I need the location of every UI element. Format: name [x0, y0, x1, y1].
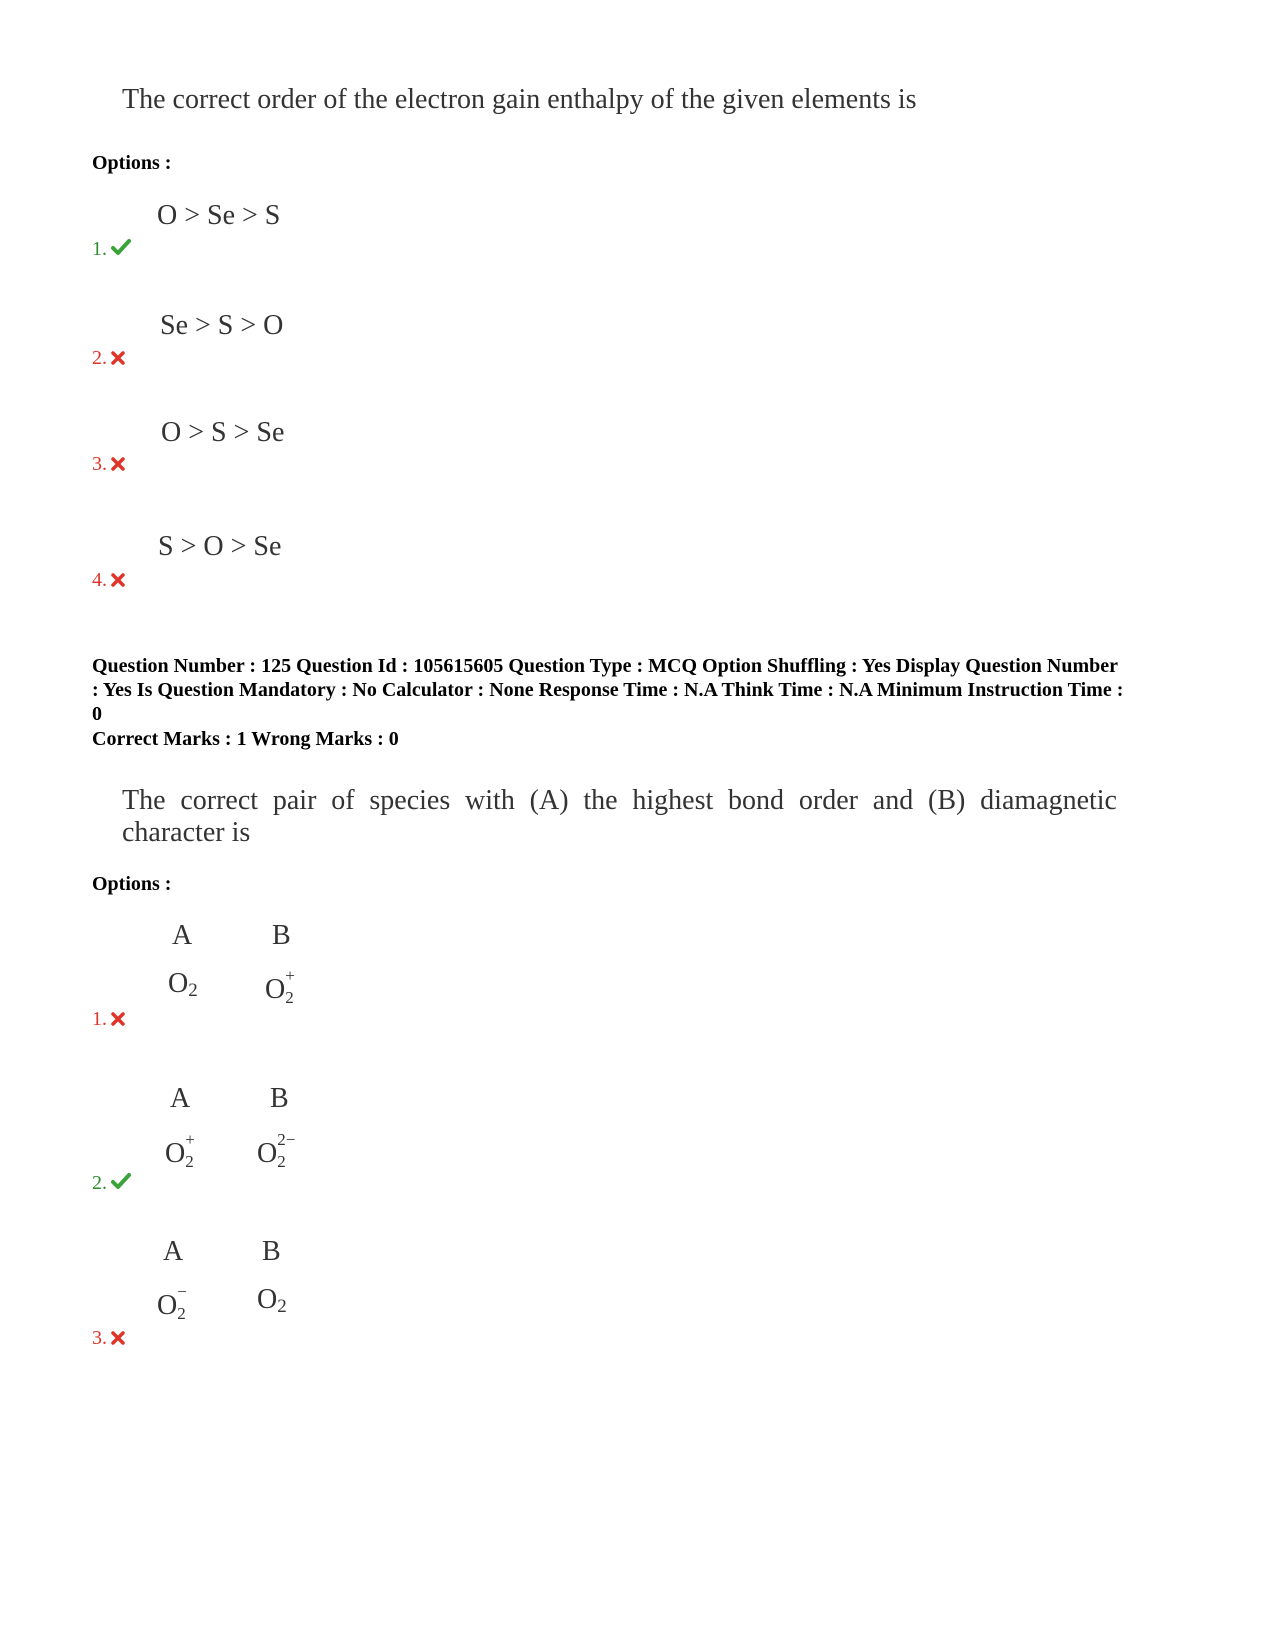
cross-icon	[111, 348, 125, 371]
options-label: Options :	[92, 152, 172, 174]
option-text: Se > S > O	[160, 310, 284, 341]
option-text: S > O > Se	[158, 531, 282, 562]
cross-icon	[111, 1009, 125, 1032]
column-b-header: B	[270, 1083, 289, 1114]
check-icon	[111, 238, 131, 262]
option-number: 3.	[92, 1327, 125, 1351]
option-number: 1.	[92, 238, 131, 262]
question-text: The correct pair of species with (A) the highest bond order and (B) diamagnetic character is	[122, 785, 1117, 848]
column-b-header: B	[262, 1236, 281, 1267]
species-b: O2	[257, 1284, 287, 1317]
species-a: O + 2	[165, 1130, 195, 1171]
option-number: 2.	[92, 347, 125, 371]
options-label: Options :	[92, 873, 172, 895]
option-number: 3.	[92, 453, 125, 477]
marks-info: Correct Marks : 1 Wrong Marks : 0	[92, 728, 399, 750]
option-number: 1.	[92, 1008, 125, 1032]
column-a-header: A	[172, 920, 193, 951]
cross-icon	[111, 570, 125, 593]
cross-icon	[111, 454, 125, 477]
column-a-header: A	[170, 1083, 191, 1114]
species-b: O + 2	[265, 966, 295, 1007]
option-number: 4.	[92, 569, 125, 593]
option-number: 2.	[92, 1172, 131, 1196]
cross-icon	[111, 1328, 125, 1351]
species-a: O − 2	[157, 1282, 187, 1323]
column-a-header: A	[163, 1236, 184, 1267]
question-text: The correct order of the electron gain enthalpy of the given elements is	[122, 84, 917, 115]
species-a: O2	[168, 968, 198, 1001]
option-text: O > Se > S	[157, 200, 281, 231]
option-text: O > S > Se	[161, 417, 285, 448]
check-icon	[111, 1172, 131, 1196]
column-b-header: B	[272, 920, 291, 951]
species-b: O 2− 2	[257, 1130, 296, 1171]
question-metadata: Question Number : 125 Question Id : 105615605 Question Type : MCQ Option Shuffling : Yes Display Question Number : Yes Is Question Mandatory : No Calculator : None Response Time : N.A Think Time : N.A Minimum Instruction Time : 0	[92, 655, 1124, 725]
